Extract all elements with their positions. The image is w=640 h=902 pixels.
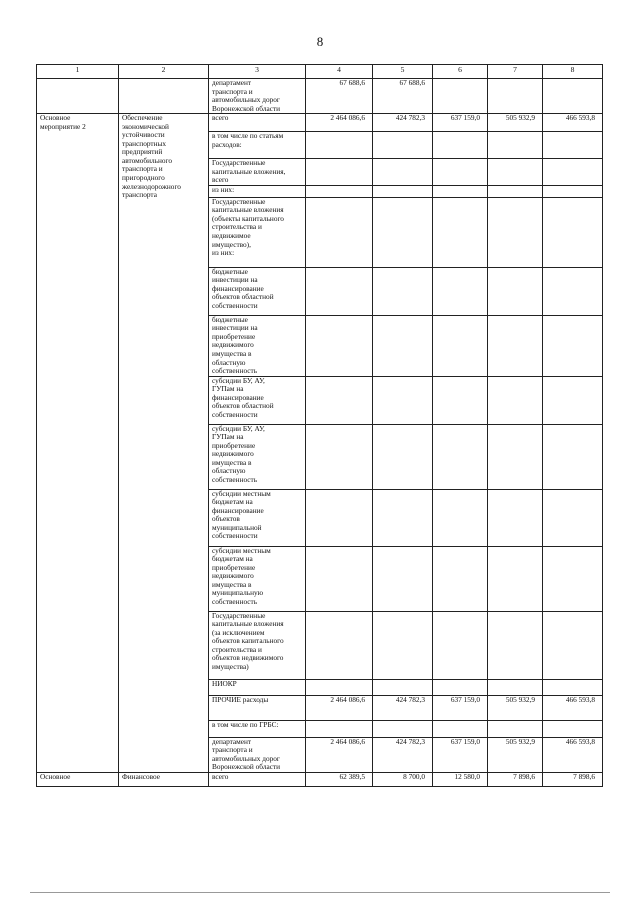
value-cell-text: 12 580,0 xyxy=(454,772,480,781)
header-cell: 1 xyxy=(37,65,119,79)
expense-item-cell xyxy=(209,132,306,159)
budget-table xyxy=(36,64,603,787)
value-cell-text: 637 159,0 xyxy=(450,695,480,704)
expense-item-cell-text: Государственные капитальные вложения (объекты капитального строительства и недвижимое имущество), из них: xyxy=(212,197,284,258)
value-cell xyxy=(488,376,543,424)
expense-item-cell-text: ПРОЧИЕ расходы xyxy=(212,695,269,704)
header-cell: 5 xyxy=(373,65,433,79)
expense-item-cell xyxy=(209,772,306,786)
value-cell xyxy=(373,720,433,737)
value-cell xyxy=(488,185,543,197)
value-cell xyxy=(306,114,373,132)
value-cell xyxy=(543,424,603,489)
event-name-cell-text: Основное мероприятие 2 xyxy=(40,113,86,131)
value-cell xyxy=(373,376,433,424)
value-cell xyxy=(488,114,543,132)
value-cell xyxy=(543,114,603,132)
value-cell xyxy=(488,695,543,720)
expense-item-cell xyxy=(209,737,306,772)
value-cell xyxy=(488,132,543,159)
event-name-cell xyxy=(37,114,119,773)
value-cell xyxy=(373,267,433,315)
expense-item-cell-text: субсидии местным бюджетам на приобретение недвижимого имущества в муниципальную собственность xyxy=(212,546,271,606)
value-cell xyxy=(488,546,543,611)
expense-item-cell-text: Государственные капитальные вложения, всего xyxy=(212,158,286,185)
value-cell xyxy=(488,679,543,695)
expense-item-cell-text: в том числе по ГРБС: xyxy=(212,720,279,729)
value-cell xyxy=(488,611,543,679)
expense-item-cell xyxy=(209,720,306,737)
value-cell xyxy=(543,267,603,315)
expense-item-cell-text: в том числе по статьям расходов: xyxy=(212,131,284,149)
value-cell xyxy=(543,197,603,267)
value-cell xyxy=(306,720,373,737)
expense-item-cell xyxy=(209,546,306,611)
value-cell xyxy=(306,132,373,159)
header-cell: 4 xyxy=(306,65,373,79)
value-cell xyxy=(373,424,433,489)
table-row xyxy=(37,114,603,132)
value-cell xyxy=(433,546,488,611)
value-cell xyxy=(433,197,488,267)
value-cell xyxy=(543,315,603,376)
value-cell xyxy=(488,159,543,186)
expense-item-cell xyxy=(209,424,306,489)
expense-item-cell-text: Государственные капитальные вложения (за исключением объектов капитального строительства и объектов недвижимого имущества) xyxy=(212,611,284,671)
expense-item-cell-text: департамент транспорта и автомобильных дорог Воронежской области xyxy=(212,737,281,772)
value-cell xyxy=(373,79,433,114)
value-cell-text: 505 932,9 xyxy=(505,737,535,746)
expense-item-cell-text: бюджетные инвестиции на финансирование объектов областной собственности xyxy=(212,267,274,311)
value-cell xyxy=(543,720,603,737)
event-desc-cell-text: Обеспечение экономической устойчивости транспортных предприятий автомобильного транспорта и пригородного железнодорожного транспорта xyxy=(122,113,181,200)
value-cell-text: 637 159,0 xyxy=(450,113,480,123)
expense-item-cell xyxy=(209,114,306,132)
expense-item-cell xyxy=(209,267,306,315)
value-cell xyxy=(433,424,488,489)
value-cell xyxy=(488,737,543,772)
expense-item-cell-text: субсидии БУ, АУ, ГУПам на финансирование объектов областной собственности xyxy=(212,376,274,419)
expense-item-cell xyxy=(209,611,306,679)
value-cell-text: 62 389,5 xyxy=(339,772,365,781)
value-cell xyxy=(543,489,603,546)
value-cell xyxy=(433,114,488,132)
value-cell xyxy=(373,185,433,197)
page-bottom-rule xyxy=(30,892,610,893)
value-cell xyxy=(306,772,373,786)
value-cell xyxy=(543,79,603,114)
value-cell-text: 2 464 086,6 xyxy=(330,737,365,746)
value-cell xyxy=(306,611,373,679)
value-cell xyxy=(306,679,373,695)
value-cell xyxy=(373,489,433,546)
value-cell xyxy=(373,159,433,186)
expense-item-cell-text: субсидии БУ, АУ, ГУПам на приобретение недвижимого имущества в областную собственность xyxy=(212,424,265,484)
value-cell xyxy=(306,315,373,376)
value-cell xyxy=(433,772,488,786)
value-cell-text: 7 898,6 xyxy=(573,772,595,781)
value-cell xyxy=(543,679,603,695)
value-cell-text: 8 700,0 xyxy=(403,772,425,781)
value-cell xyxy=(543,546,603,611)
value-cell-text: 424 782,3 xyxy=(395,113,425,123)
value-cell xyxy=(373,611,433,679)
event-name-cell-text: Основное xyxy=(40,772,71,781)
expense-item-cell-text: субсидии местным бюджетам на финансирование объектов муниципальной собственности xyxy=(212,489,271,541)
value-cell-text: 505 932,9 xyxy=(505,695,535,704)
value-cell xyxy=(306,185,373,197)
page-number: 8 xyxy=(316,34,324,49)
value-cell xyxy=(306,159,373,186)
value-cell xyxy=(373,132,433,159)
value-cell xyxy=(488,79,543,114)
value-cell xyxy=(306,695,373,720)
value-cell xyxy=(488,424,543,489)
value-cell-text: 466 593,8 xyxy=(565,113,595,123)
expense-item-cell xyxy=(209,376,306,424)
value-cell-text: 466 593,8 xyxy=(565,737,595,746)
value-cell xyxy=(433,611,488,679)
value-cell xyxy=(306,737,373,772)
table-row xyxy=(37,79,603,114)
value-cell-text: 2 464 086,6 xyxy=(330,113,365,123)
expense-item-cell xyxy=(209,79,306,114)
event-name-cell xyxy=(37,772,119,786)
value-cell xyxy=(488,772,543,786)
value-cell xyxy=(306,546,373,611)
value-cell xyxy=(306,79,373,114)
value-cell xyxy=(306,489,373,546)
header-cell: 3 xyxy=(209,65,306,79)
value-cell xyxy=(433,185,488,197)
expense-item-cell xyxy=(209,315,306,376)
header-row xyxy=(37,65,603,79)
value-cell xyxy=(373,114,433,132)
header-cell: 7 xyxy=(488,65,543,79)
value-cell-text: 505 932,9 xyxy=(505,113,535,123)
value-cell xyxy=(433,315,488,376)
value-cell xyxy=(488,197,543,267)
value-cell xyxy=(433,267,488,315)
value-cell xyxy=(543,695,603,720)
expense-item-cell xyxy=(209,679,306,695)
event-cell xyxy=(37,79,119,114)
value-cell xyxy=(306,267,373,315)
header-cell: 6 xyxy=(433,65,488,79)
expense-item-cell-text: из них: xyxy=(212,185,235,194)
expense-item-cell-text: всего xyxy=(212,772,229,781)
value-cell xyxy=(543,185,603,197)
value-cell xyxy=(543,159,603,186)
value-cell xyxy=(433,720,488,737)
value-cell xyxy=(433,132,488,159)
header-cell: 2 xyxy=(119,65,209,79)
value-cell-text: 466 593,8 xyxy=(565,695,595,704)
value-cell xyxy=(373,315,433,376)
value-cell xyxy=(373,695,433,720)
value-cell xyxy=(306,376,373,424)
value-cell xyxy=(433,79,488,114)
value-cell xyxy=(373,679,433,695)
value-cell xyxy=(306,197,373,267)
value-cell xyxy=(543,611,603,679)
event-desc-cell xyxy=(119,79,209,114)
value-cell xyxy=(488,267,543,315)
expense-item-cell xyxy=(209,197,306,267)
value-cell xyxy=(488,489,543,546)
value-cell xyxy=(433,695,488,720)
event-desc-cell-text: Финансовое xyxy=(122,772,160,781)
expense-item-cell xyxy=(209,489,306,546)
value-cell-text: 7 898,6 xyxy=(513,772,535,781)
value-cell xyxy=(373,546,433,611)
expense-item-cell-text: департамент транспорта и автомобильных дорог Воронежской области xyxy=(212,78,281,113)
event-desc-cell xyxy=(119,114,209,773)
value-cell xyxy=(433,376,488,424)
value-cell xyxy=(373,197,433,267)
value-cell xyxy=(543,737,603,772)
value-cell xyxy=(543,132,603,159)
expense-item-cell xyxy=(209,185,306,197)
expense-item-cell xyxy=(209,695,306,720)
expense-item-cell-text: НИОКР xyxy=(212,679,237,688)
value-cell xyxy=(433,489,488,546)
value-cell-text: 67 688,6 xyxy=(339,78,365,87)
value-cell xyxy=(543,772,603,786)
value-cell xyxy=(433,159,488,186)
value-cell-text: 424 782,3 xyxy=(395,695,425,704)
table-row xyxy=(37,772,603,786)
value-cell xyxy=(433,737,488,772)
value-cell-text: 424 782,3 xyxy=(395,737,425,746)
expense-item-cell-text: всего xyxy=(212,113,229,123)
value-cell-text: 637 159,0 xyxy=(450,737,480,746)
value-cell xyxy=(488,315,543,376)
value-cell xyxy=(306,424,373,489)
value-cell-text: 2 464 086,6 xyxy=(330,695,365,704)
value-cell xyxy=(373,772,433,786)
expense-item-cell-text: бюджетные инвестиции на приобретение недвижимого имущества в областную собственность xyxy=(212,315,258,376)
header-cell: 8 xyxy=(543,65,603,79)
value-cell-text: 67 688,6 xyxy=(399,78,425,87)
event-desc-cell xyxy=(119,772,209,786)
value-cell xyxy=(543,376,603,424)
value-cell xyxy=(433,679,488,695)
value-cell xyxy=(373,737,433,772)
expense-item-cell xyxy=(209,159,306,186)
value-cell xyxy=(488,720,543,737)
